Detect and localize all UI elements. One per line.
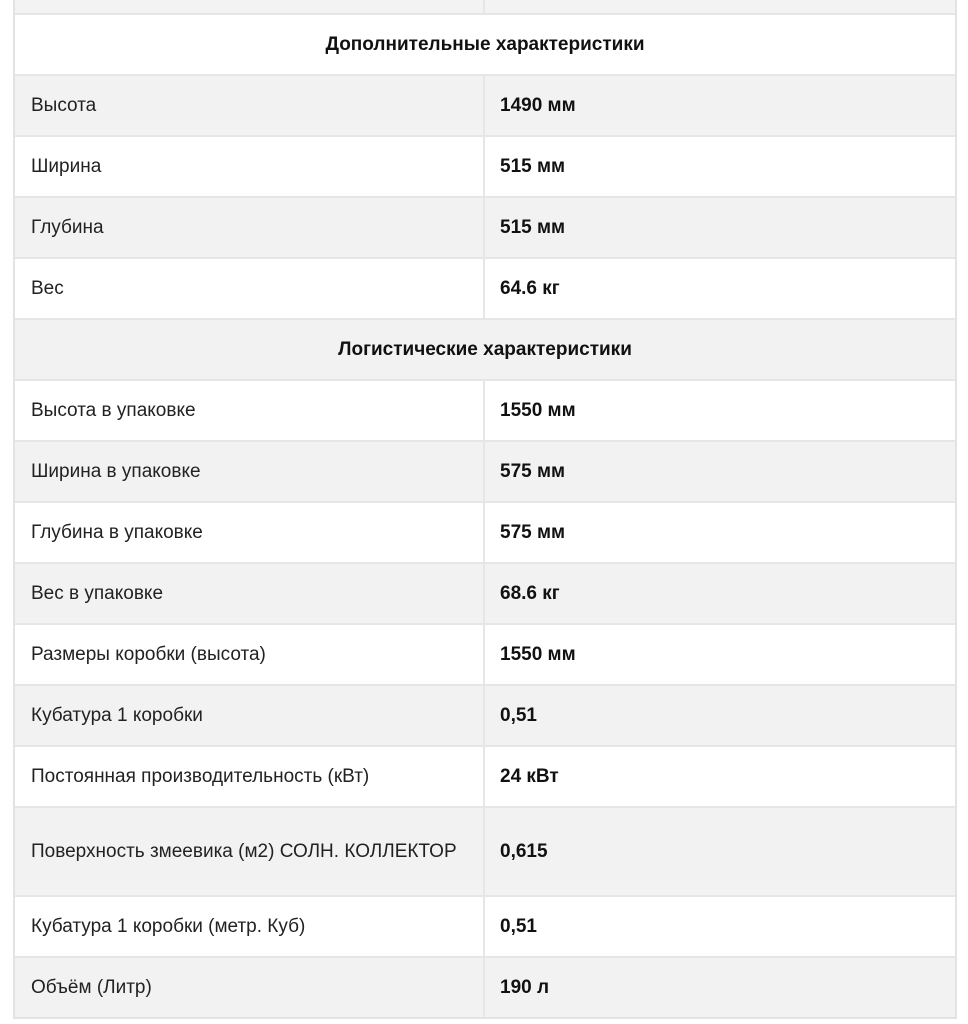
section-title: Логистические характеристики xyxy=(338,338,632,360)
spec-value: 64.6 кг xyxy=(500,277,560,299)
section-title: Дополнительные характеристики xyxy=(325,33,645,55)
spec-label: Объём (Литр) xyxy=(15,958,485,1017)
spec-value: 1550 мм xyxy=(500,399,576,421)
table-row xyxy=(15,379,955,440)
table-row xyxy=(15,623,955,684)
section-header-logistics xyxy=(15,318,955,379)
spec-label: Вес xyxy=(15,259,485,318)
table-row xyxy=(15,895,955,956)
spec-label: Постоянная производительность (кВт) xyxy=(15,747,485,806)
spec-value: 515 мм xyxy=(500,155,566,177)
section-header-additional xyxy=(15,13,955,74)
spec-label: Глубина xyxy=(15,198,485,257)
spec-label: Ширина xyxy=(15,137,485,196)
table-row xyxy=(15,440,955,501)
spec-value: 0,51 xyxy=(500,915,537,937)
table-row xyxy=(15,501,955,562)
table-row xyxy=(15,684,955,745)
table-row xyxy=(15,196,955,257)
spec-value: 1550 мм xyxy=(500,643,576,665)
spec-label: Кубатура 1 коробки (метр. Куб) xyxy=(15,897,485,956)
spec-value: 575 мм xyxy=(500,521,566,543)
spec-label: Вес в упаковке xyxy=(15,564,485,623)
spec-value: 0,51 xyxy=(500,704,537,726)
table-row xyxy=(15,74,955,135)
table-row xyxy=(15,806,955,895)
table-row xyxy=(15,257,955,318)
specs-table xyxy=(13,0,957,1019)
spec-value: 0,615 xyxy=(500,840,548,862)
spec-value: 515 мм xyxy=(500,216,566,238)
spec-label: Кубатура 1 коробки xyxy=(15,686,485,745)
spec-value: 68.6 кг xyxy=(500,582,560,604)
table-row xyxy=(15,135,955,196)
spec-label: Поверхность змеевика (м2) СОЛН. КОЛЛЕКТОР xyxy=(15,808,485,895)
spec-label: Размеры коробки (высота) xyxy=(15,625,485,684)
table-row xyxy=(15,562,955,623)
spec-value: 575 мм xyxy=(500,460,566,482)
spec-label: Высота в упаковке xyxy=(15,381,485,440)
table-row xyxy=(15,956,955,1017)
spec-label: Ширина в упаковке xyxy=(15,442,485,501)
spec-label: Глубина в упаковке xyxy=(15,503,485,562)
spec-value: 1490 мм xyxy=(500,94,576,116)
spec-value: 190 л xyxy=(500,976,550,998)
spec-value: 24 кВт xyxy=(500,765,559,787)
table-row-previous xyxy=(15,0,955,13)
table-row xyxy=(15,745,955,806)
spec-label: Высота xyxy=(15,76,485,135)
